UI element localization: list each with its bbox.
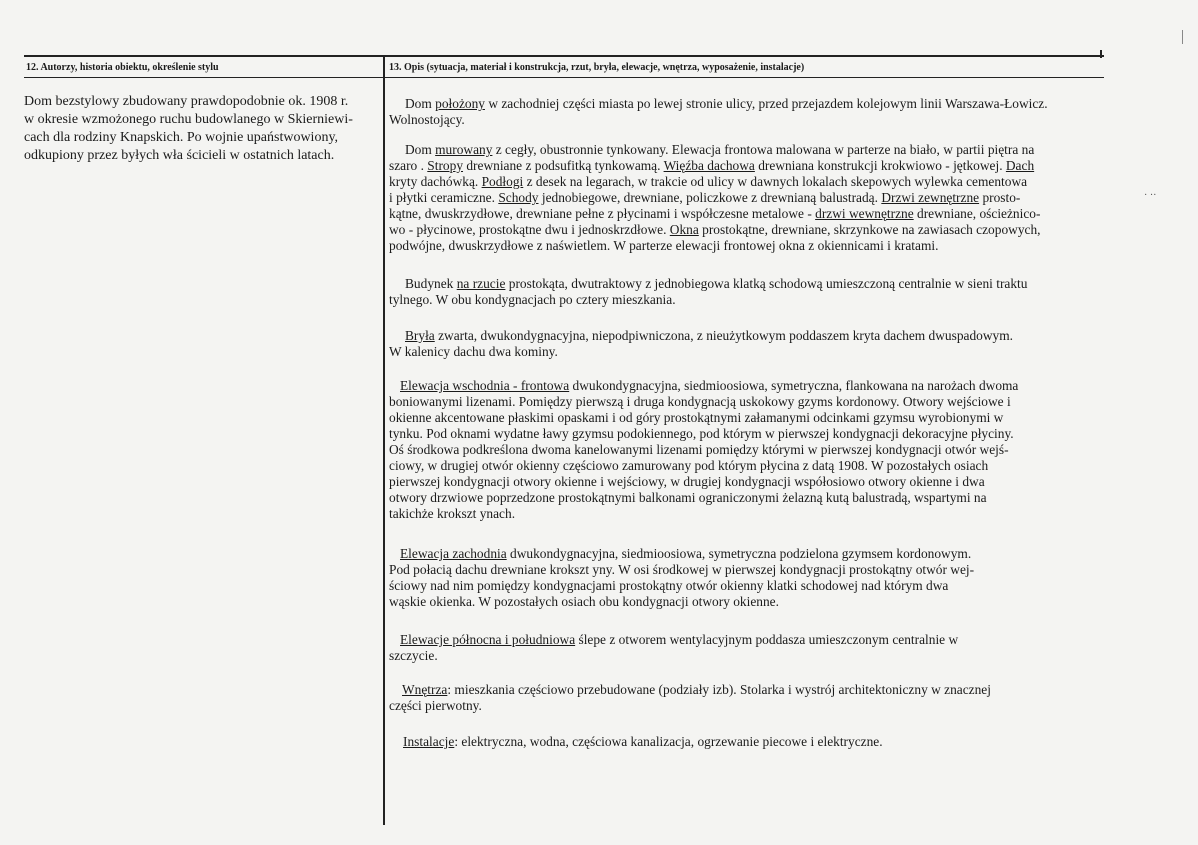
text-run: kątne, dwuskrzydłowe, drewniane pełne z płycinami i współczesne metalowe - [389, 206, 816, 221]
description-line [400, 378, 1018, 394]
underlined-term: Elewacja wschodnia - frontowa [400, 378, 570, 393]
description-line [389, 292, 676, 308]
description-line [389, 112, 465, 128]
text-run: i płytki ceramiczne. [389, 190, 499, 205]
description-line [405, 328, 1013, 344]
description-line [389, 578, 948, 594]
text-run: takichże krokszt ynach. [389, 506, 516, 521]
top-rule [24, 55, 1104, 57]
description-line [389, 238, 938, 254]
left-line: odkupiony przez byłych wła ścicieli w ostatnich latach. [24, 148, 335, 163]
text-run: części pierwotny. [389, 698, 482, 713]
text-run: szaro . [389, 158, 428, 173]
text-run: : mieszkania częściowo przebudowane (podziały izb). Stolarka i wystrój architektoniczny w znacznej [447, 682, 991, 697]
description-line [405, 96, 1048, 112]
text-run: zwarta, dwukondygnacyjna, niepodpiwniczona, z nieużytkowym poddaszem kryta dachem dwuspadowym. [434, 328, 1013, 343]
column-divider [383, 55, 385, 825]
left-header-underline [24, 77, 383, 78]
left-section-header: 12. Autorzy, historia obiektu, określenie stylu [26, 62, 219, 73]
description-line [389, 190, 1020, 206]
text-run: W kalenicy dachu dwa kominy. [389, 344, 558, 359]
description-line [389, 442, 1009, 458]
underlined-term: Bryła [405, 328, 435, 343]
text-run: : elektryczna, wodna, częściowa kanalizacja, ogrzewanie piecowe i elektryczne. [454, 734, 883, 749]
margin-edge-mark [1182, 30, 1183, 44]
underlined-term: drzwi wewnętrzne [815, 206, 914, 221]
text-run: boniowanymi lizenami. Pomiędzy pierwszą i druga kondygnacją uskokowy gzyms kordonowy. Otwory wejściowe i [389, 394, 1011, 409]
left-line: cach dla rodziny Knapskich. Po wojnie upaństwowiony, [24, 130, 339, 145]
text-run: z cegły, obustronnie tynkowany. Elewacja frontowa malowana w parterze na biało, w partii piętra na [492, 142, 1035, 157]
text-run: Budynek [405, 276, 457, 291]
underlined-term: położony [435, 96, 485, 111]
description-line [389, 506, 515, 522]
text-run: drewniana konstrukcji krokwiowo - jętkowej. [754, 158, 1006, 173]
text-run: Pod połacią dachu drewniane krokszt yny. W osi środkowej w pierwszej kondygnacji prostokątny otwór wej- [389, 562, 975, 577]
underlined-term: murowany [435, 142, 493, 157]
description-line [400, 546, 971, 562]
right-header-underline [385, 77, 1104, 78]
underlined-term: Dach [1005, 158, 1035, 173]
underlined-term: Okna [669, 222, 699, 237]
description-line [389, 458, 988, 474]
text-run: kryty dachówką. [389, 174, 482, 189]
underlined-term: Schody [498, 190, 539, 205]
underlined-term: Wnętrza [402, 682, 448, 697]
description-line [389, 698, 482, 714]
description-line [389, 206, 1040, 222]
underlined-term: Więźba dachowa [663, 158, 755, 173]
top-rule-tick [1100, 50, 1102, 58]
underlined-term: na rzucie [456, 276, 506, 291]
text-run: w zachodniej części miasta po lewej stronie ulicy, przed przejazdem kolejowym linii Warszawa-Łowicz. [484, 96, 1048, 111]
underlined-term: Stropy [427, 158, 464, 173]
text-run: Dom [405, 142, 436, 157]
description-line [389, 222, 1041, 238]
text-run: okienne akcentowane płaskimi opaskami i od góry prostokątnymi załamanymi odcinkami gzymsu wyrobionymi w [389, 410, 1004, 425]
description-line [389, 394, 1011, 410]
text-run: prostokąta, dwutraktowy z jednobiegowa klatką schodową umieszczoną centralnie w sieni traktu [505, 276, 1028, 291]
text-run: Wolnostojący. [389, 112, 465, 127]
underlined-term: Elewacja zachodnia [400, 546, 507, 561]
text-run: wo - płycinowe, prostokątne dwu i jednoskrzdłowe. [389, 222, 670, 237]
text-run: wąskie okienka. W pozostałych osiach obu kondygnacji otwory okienne. [389, 594, 779, 609]
text-run: prostokątne, drewniane, skrzynkowe na zawiasach czopowych, [698, 222, 1041, 237]
left-line: Dom bezstylowy zbudowany prawdopodobnie ok. 1908 r. [24, 94, 349, 109]
left-history-paragraph [24, 93, 369, 165]
text-run: tylnego. W obu kondygnacjach po cztery mieszkania. [389, 292, 676, 307]
text-run: Dom [405, 96, 436, 111]
description-line [389, 174, 1027, 190]
description-line [402, 682, 991, 698]
description-line [389, 426, 1014, 442]
left-line: w okresie wzmożonego ruchu budowlanego w Skierniewi- [24, 112, 353, 127]
description-line [389, 648, 438, 664]
description-line [389, 562, 974, 578]
description-line [389, 594, 779, 610]
description-line [389, 490, 987, 506]
description-line [405, 142, 1034, 158]
description-line [389, 410, 1003, 426]
description-line [405, 276, 1027, 292]
underlined-term: Podłogi [481, 174, 524, 189]
description-line [400, 632, 958, 648]
description-line [389, 158, 1034, 174]
text-run: drewniane, ościeżnico- [913, 206, 1041, 221]
text-run: ciowy, w drugiej otwór okienny częściowo zamurowany pod którym płycina z datą 1908. W pozostałych osiach [389, 458, 989, 473]
underlined-term: Elewacje północna i południowa [400, 632, 576, 647]
text-run: pierwszej kondygnacji otwory okienne i wejściowy, w drugiej kondygnacji współosiowo otwory okienne i dwa [389, 474, 985, 489]
text-run: Oś środkowa podkreślona dwoma kanelowanymi lizenami pomiędzy którymi w pierwszej kondygnacji otwór wejś- [389, 442, 1009, 457]
text-run: z desek na legarach, w trakcie od ulicy w dawnych lokalach skepowych wylewka cementowa [523, 174, 1028, 189]
text-run: szczycie. [389, 648, 438, 663]
text-run: dwukondygnacyjna, siedmioosiowa, symetryczna, flankowana na narożach dwoma [569, 378, 1019, 393]
text-run: otwory drzwiowe poprzedzone prostokątnymi balkonami ograniczonymi żelazną kutą balustradą, wspartymi na [389, 490, 987, 505]
text-run: tynku. Pod oknami wydatne ławy gzymsu podokiennego, pod którym w pierwszej kondygnacji dekoracyjne płyciny. [389, 426, 1014, 441]
underlined-term: Drzwi zewnętrzne [881, 190, 980, 205]
underlined-term: Instalacje [403, 734, 455, 749]
text-run: jednobiegowe, drewniane, policzkowe z drewnianą balustradą. [538, 190, 882, 205]
text-run: drewniane z podsufitką tynkowamą. [463, 158, 664, 173]
text-run: podwójne, dwuskrzydłowe z naświetlem. W parterze elewacji frontowej okna z okiennicami i kratami. [389, 238, 939, 253]
description-line [389, 474, 985, 490]
text-run: dwukondygnacyjna, siedmioosiowa, symetryczna podzielona gzymsem kordonowym. [506, 546, 972, 561]
description-line [389, 344, 558, 360]
margin-speck: · ·· [1144, 190, 1157, 201]
description-line [403, 734, 883, 750]
text-run: ślepe z otworem wentylacyjnym poddasza umieszczonym centralnie w [575, 632, 959, 647]
text-run: ściowy nad nim pomiędzy kondygnacjami prostokątny otwór okienny klatki schodowej nad którym dwa [389, 578, 949, 593]
right-section-header: 13. Opis (sytuacja, materiał i konstrukcja, rzut, bryła, elewacje, wnętrza, wyposażenie, instalacje) [389, 62, 805, 73]
text-run: prosto- [979, 190, 1021, 205]
